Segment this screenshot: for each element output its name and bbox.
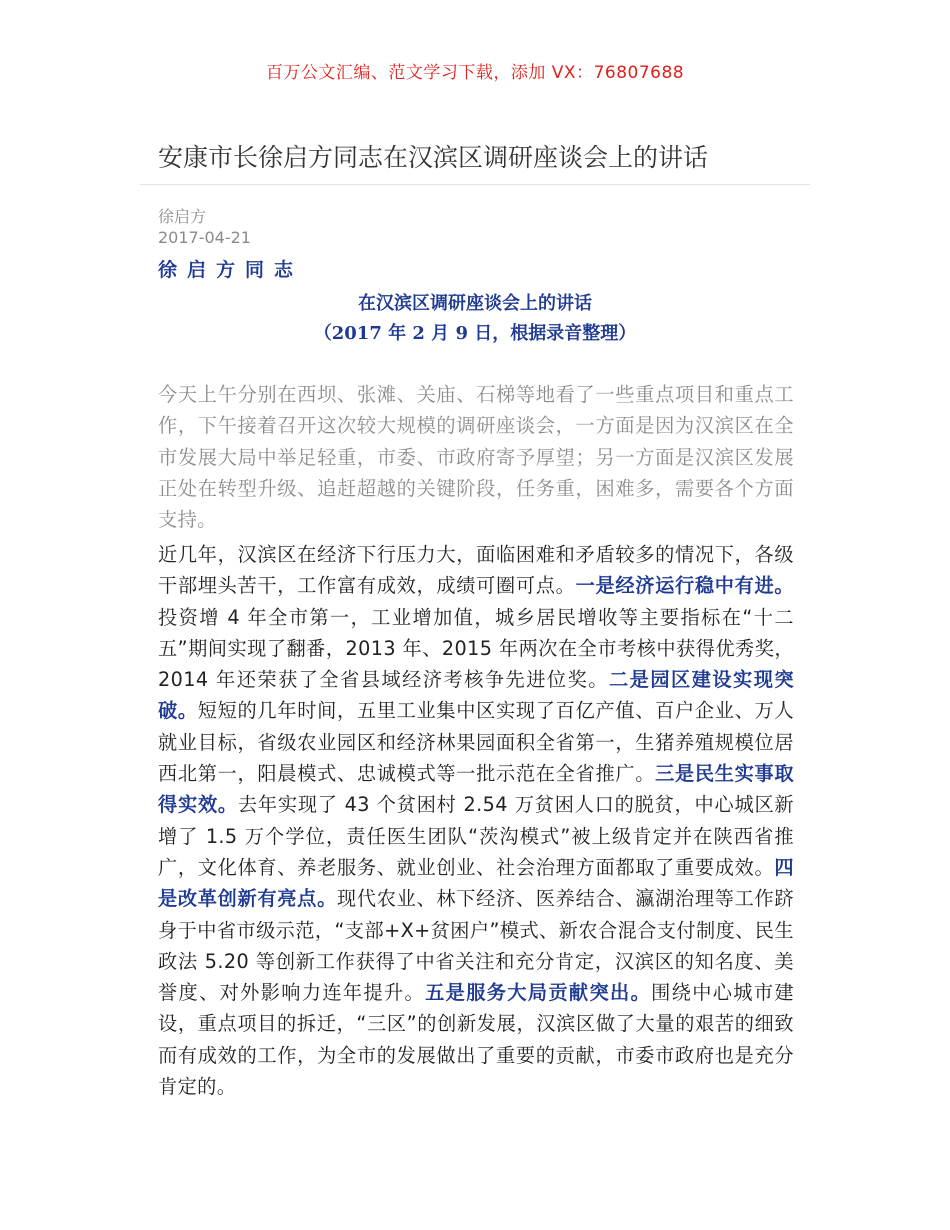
body-sentence: 去年实现了 43 个贫困村 2.54 万贫困人口的脱贫，中心城区新增了 1.5 万个学位，责任医生团队“茨沟模式”被上级肯定并在陕西省推广，文化体育、养老服务、就业创业、社会治理方面都取了重要成效。 xyxy=(158,793,794,879)
body-sentence: 现代农业、林下经济、医养结合、瀛湖治理等工作跻身于中省市级示范，“支部+X+贫困户”模式、新农合混合支付制度、民生政法 5.20 等创新工作获得了中省关注和充分肯定，汉滨区的知名度、美誉度、对外影响力连年提升。 xyxy=(158,887,795,1005)
achievements-paragraph xyxy=(158,539,794,1102)
highlight-reform: 四是改革创新有亮点。 xyxy=(158,855,794,911)
highlight-service: 五是服务大局贡献突出。 xyxy=(425,981,652,1005)
article-date: 2017-04-21 xyxy=(158,228,251,247)
body-sentence: 围绕中心城市建设，重点项目的拆迁，“三区”的创新发展，汉滨区做了大量的艰苦的细致而有成效的工作，为全市的发展做出了重要的贡献，市委市政府也是充分肯定的。 xyxy=(158,981,794,1099)
body-sentence: 投资增 4 年全市第一，工业增加值，城乡居民增收等主要指标在“十二五”期间实现了翻番，2013 年、2015 年两次在全市考核中获得优秀奖，2014 年还荣获了全省县域经济考核争先进位奖。 xyxy=(158,605,794,692)
article-title: 安康市长徐启方同志在汉滨区调研座谈会上的讲话 xyxy=(158,143,709,172)
body-sentence: 短短的几年时间，五里工业集中区实现了百亿产值、百户企业、万人就业目标，省级农业园区和经济林果园面积全省第一，生猪养殖规模位居西北第一，阳晨模式、忠诚模式等一批示范在全省推广。 xyxy=(158,699,794,786)
highlight-park: 二是园区建设实现突破。 xyxy=(158,668,795,723)
speech-date-note: （2017 年 2 月 9 日，根据录音整理） xyxy=(313,323,637,344)
article-author: 徐启方 xyxy=(158,207,207,226)
download-banner: 百万公文汇编、范文学习下载，添加 VX：76807688 xyxy=(265,63,685,83)
body-sentence: 近几年，汉滨区在经济下行压力大，面临困难和矛盾较多的情况下，各级干部埋头苦干，工作富有成效，成绩可圈可点。 xyxy=(158,543,794,598)
highlight-livelihood: 三是民生实事取得实效。 xyxy=(158,762,795,817)
speaker-name-heading: 徐启方同志 xyxy=(158,259,304,281)
speech-subtitle: 在汉滨区调研座谈会上的讲话 xyxy=(358,293,592,314)
intro-paragraph: 今天上午分别在西坝、张滩、关庙、石梯等地看了一些重点项目和重点工作，下午接着召开这次较大规模的调研座谈会，一方面是因为汉滨区在全市发展大局中举足轻重，市委、市政府寄予厚望；另一方面是汉滨区发展正处在转型升级、追赶超越的关键阶段，任务重，困难多，需要各个方面支持。 xyxy=(158,383,794,532)
highlight-economy: 一是经济运行稳中有进。 xyxy=(575,574,794,598)
title-divider xyxy=(140,184,810,185)
